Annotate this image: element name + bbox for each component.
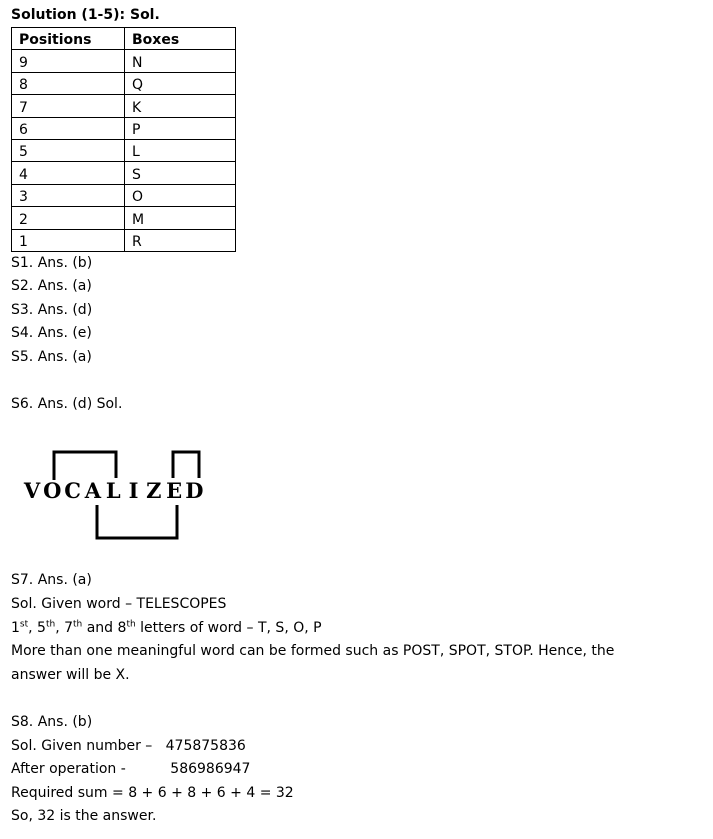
position-cell: 4 — [12, 162, 125, 184]
position-cell: 8 — [12, 72, 125, 94]
s7-letters-line: 1st, 5th, 7th and 8th letters of word – T, S, O, P — [11, 619, 322, 636]
word-letter: C — [64, 478, 81, 503]
s7-given-word: Sol. Given word – TELESCOPES — [11, 596, 227, 612]
word-letters — [23, 478, 204, 503]
answer-s6: S6. Ans. (d) Sol. — [11, 396, 123, 412]
table-row — [12, 184, 236, 206]
s8-required-sum: Required sum = 8 + 6 + 8 + 6 + 4 = 32 — [11, 785, 294, 801]
box-cell: M — [125, 207, 236, 229]
word-letter: O — [43, 478, 62, 503]
table-row — [12, 72, 236, 94]
s7-explanation-2: answer will be X. — [11, 667, 130, 683]
vocalized-diagram — [0, 440, 240, 550]
box-cell: S — [125, 162, 236, 184]
s7-explanation-1: More than one meaningful word can be formed such as POST, SPOT, STOP. Hence, the — [11, 643, 615, 659]
position-cell: 1 — [12, 229, 125, 251]
position-cell: 2 — [12, 207, 125, 229]
box-cell: L — [125, 139, 236, 161]
word-letter: L — [105, 478, 121, 503]
position-cell: 6 — [12, 117, 125, 139]
word-letter: Z — [146, 478, 162, 503]
position-cell: 3 — [12, 184, 125, 206]
table-row — [12, 95, 236, 117]
box-cell: O — [125, 184, 236, 206]
box-cell: P — [125, 117, 236, 139]
table-row — [12, 162, 236, 184]
box-cell: N — [125, 50, 236, 72]
s8-conclusion: So, 32 is the answer. — [11, 808, 157, 824]
positions-table — [11, 27, 236, 252]
table-row — [12, 229, 236, 251]
answer-s1: S1. Ans. (b) — [11, 255, 93, 271]
position-cell: 5 — [12, 139, 125, 161]
header-boxes: Boxes — [125, 28, 236, 50]
position-cell: 7 — [12, 95, 125, 117]
s8-given-number: Sol. Given number – 475875836 — [11, 738, 246, 754]
table-row — [12, 50, 236, 72]
solution-heading: Solution (1-5): Sol. — [11, 7, 160, 23]
top-bracket-left — [54, 452, 116, 480]
word-letter: V — [23, 478, 41, 503]
bottom-bracket — [97, 505, 177, 538]
box-cell: R — [125, 229, 236, 251]
table-row — [12, 207, 236, 229]
answer-s7: S7. Ans. (a) — [11, 572, 92, 588]
s8-after-operation: After operation - 586986947 — [11, 761, 251, 777]
answer-s5: S5. Ans. (a) — [11, 349, 92, 365]
word-letter: E — [166, 478, 183, 503]
answer-s3: S3. Ans. (d) — [11, 302, 93, 318]
header-positions: Positions — [12, 28, 125, 50]
box-cell: Q — [125, 72, 236, 94]
top-bracket-right — [173, 452, 199, 478]
table-header-row — [12, 28, 236, 50]
position-cell: 9 — [12, 50, 125, 72]
word-letter: I — [128, 478, 139, 503]
answer-s8: S8. Ans. (b) — [11, 714, 93, 730]
table-row — [12, 117, 236, 139]
box-cell: K — [125, 95, 236, 117]
table-row — [12, 139, 236, 161]
answer-s4: S4. Ans. (e) — [11, 325, 92, 341]
word-letter: D — [185, 478, 204, 503]
answer-s2: S2. Ans. (a) — [11, 278, 92, 294]
word-letter: A — [84, 478, 102, 503]
